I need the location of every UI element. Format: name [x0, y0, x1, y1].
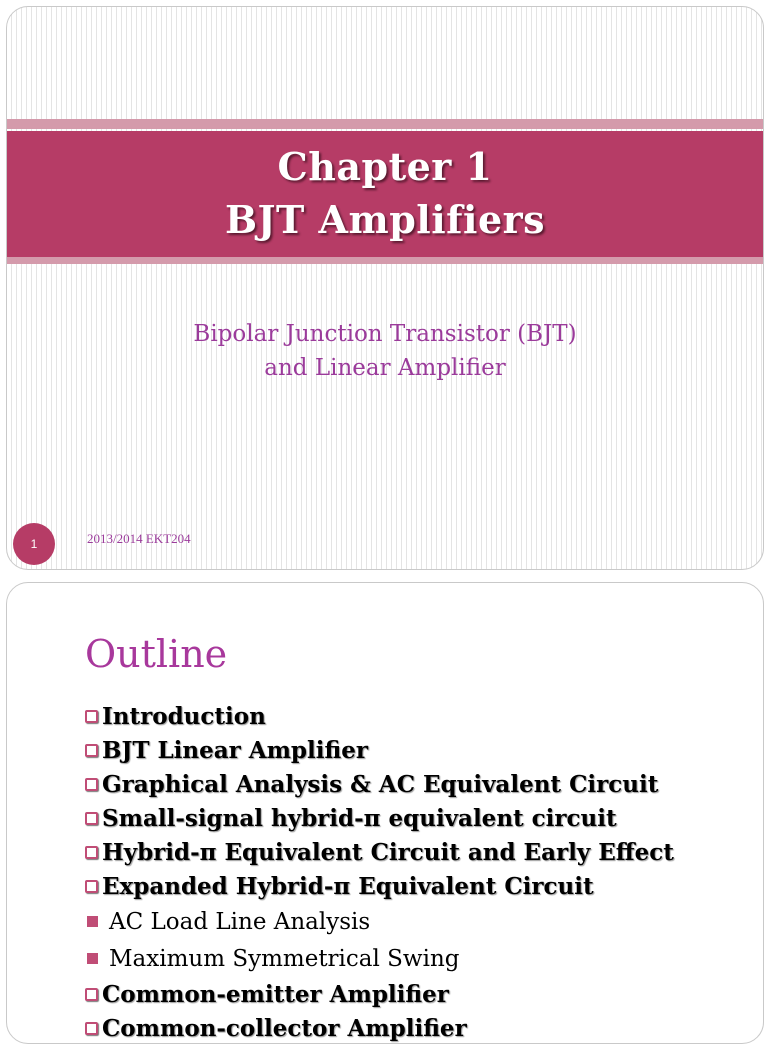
outline-item: [85, 869, 674, 903]
outline-item: [85, 903, 674, 940]
subtitle-line-1: Bipolar Junction Transistor (BJT): [193, 321, 577, 347]
chapter-title: Chapter 1: [277, 144, 493, 189]
outline-item-label: Hybrid-π Equivalent Circuit and Early Effect: [102, 838, 674, 866]
outline-list: [85, 699, 674, 1045]
square-bullet-icon: [87, 916, 98, 927]
outline-title: Outline: [85, 632, 228, 676]
outline-item: [85, 767, 674, 801]
checkbox-bullet-icon: [85, 710, 98, 723]
outline-item-label: Common-collector Amplifier: [102, 1014, 467, 1042]
outline-item-label: Small-signal hybrid-π equivalent circuit: [102, 804, 617, 832]
subtitle-line-2: and Linear Amplifier: [264, 355, 506, 381]
outline-item-label: Introduction: [102, 702, 266, 730]
square-bullet-icon: [87, 953, 98, 964]
chapter-subject-title: BJT Amplifiers: [224, 197, 546, 242]
outline-item: [85, 801, 674, 835]
outline-slide: [6, 582, 764, 1044]
checkbox-bullet-icon: [85, 812, 98, 825]
checkbox-bullet-icon: [85, 744, 98, 757]
slide-footer: 2013/2014 EKT204: [87, 531, 191, 546]
outline-item-label: AC Load Line Analysis: [109, 908, 371, 935]
checkbox-bullet-icon: [85, 846, 98, 859]
checkbox-bullet-icon: [85, 1022, 98, 1035]
checkbox-bullet-icon: [85, 778, 98, 791]
outline-item-label: Common-emitter Amplifier: [102, 980, 449, 1008]
slide-number-badge: 1: [13, 523, 55, 565]
outline-item: [85, 1011, 674, 1045]
outline-item-label: BJT Linear Amplifier: [102, 736, 368, 764]
outline-item-label: Graphical Analysis & AC Equivalent Circuit: [102, 770, 659, 798]
outline-item-label: Expanded Hybrid-π Equivalent Circuit: [102, 872, 594, 900]
outline-item-label: Maximum Symmetrical Swing: [109, 945, 460, 972]
outline-item: [85, 835, 674, 869]
title-band-accent-top: [7, 119, 763, 129]
checkbox-bullet-icon: [85, 880, 98, 893]
outline-item: [85, 699, 674, 733]
title-band-accent-bottom: [7, 257, 763, 264]
title-slide: [6, 6, 764, 570]
outline-item: [85, 977, 674, 1011]
checkbox-bullet-icon: [85, 988, 98, 1001]
outline-item: [85, 940, 674, 977]
outline-item: [85, 733, 674, 767]
